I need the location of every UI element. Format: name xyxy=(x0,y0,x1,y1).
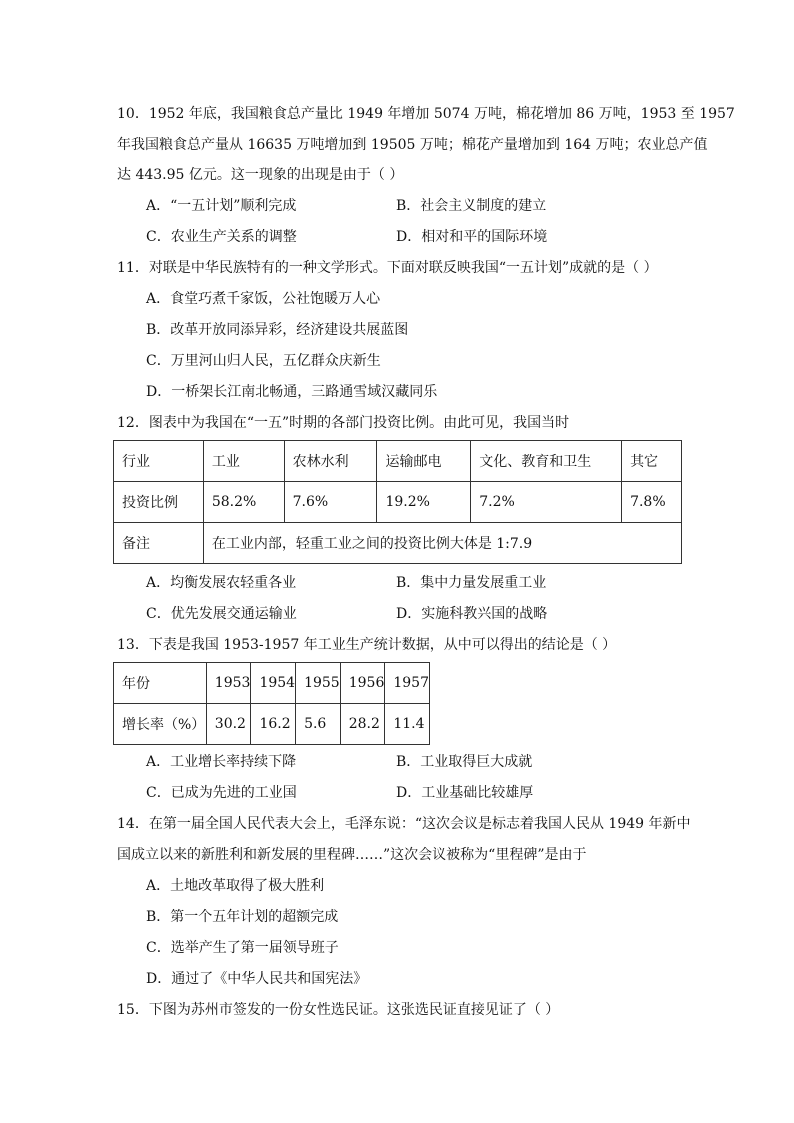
q14-option-a: A．土地改革取得了极大胜利 xyxy=(146,878,325,894)
investment-table-header-row xyxy=(114,441,682,482)
growth-rate-cell: 16.2 xyxy=(251,704,296,745)
growth-rate-cell: 28.2 xyxy=(340,704,385,745)
q11-option-c: C．万里河山归人民，五亿群众庆新生 xyxy=(146,353,381,369)
growth-year-cell: 1956 xyxy=(340,663,385,704)
q14-option-d: D．通过了《中华人民共和国宪法》 xyxy=(146,971,368,987)
q11-stem: 11．对联是中华民族特有的一种文学形式。下面对联反映我国“一五计划”成就的是（ ） xyxy=(117,260,658,276)
investment-header-cell: 其它 xyxy=(622,441,682,482)
q12-option-d: D．实施科教兴国的战略 xyxy=(396,606,548,622)
investment-ratio-cell: 58.2% xyxy=(203,482,284,523)
q12-option-a: A．均衡发展农轻重各业 xyxy=(146,575,297,591)
q13-option-d: D．工业基础比较雄厚 xyxy=(396,785,534,801)
q11-option-a: A．食堂巧煮千家饭，公社饱暖万人心 xyxy=(146,291,381,307)
q14-stem-line-1: 14．在第一届全国人民代表大会上，毛泽东说：“这次会议是标志着我国人民从 1949 年新中 xyxy=(117,816,691,832)
investment-ratio-cell: 投资比例 xyxy=(114,482,204,523)
investment-note-text: 在工业内部，轻重工业之间的投资比例大体是 1:7.9 xyxy=(203,523,681,564)
growth-rate-cell: 11.4 xyxy=(385,704,430,745)
investment-header-cell: 文化、教育和卫生 xyxy=(471,441,622,482)
q10-stem-line-3: 达 443.95 亿元。这一现象的出现是由于（ ） xyxy=(117,167,404,183)
investment-table-ratio-row xyxy=(114,482,682,523)
growth-year-cell: 1953 xyxy=(206,663,251,704)
investment-header-cell: 行业 xyxy=(114,441,204,482)
investment-table xyxy=(113,440,682,564)
q13-stem: 13．下表是我国 1953-1957 年工业生产统计数据，从中可以得出的结论是（ ） xyxy=(117,637,617,653)
q12-stem: 12．图表中为我国在“一五”时期的各部门投资比例。由此可见，我国当时 xyxy=(117,415,570,431)
q10-option-c: C．农业生产关系的调整 xyxy=(146,229,297,245)
q10-stem-line-2: 年我国粮食总产量从 16635 万吨增加到 19505 万吨；棉花产量增加到 164 万吨；农业总产值 xyxy=(117,137,708,153)
investment-table-note-row xyxy=(114,523,682,564)
growth-year-cell: 1954 xyxy=(251,663,296,704)
investment-ratio-cell: 7.2% xyxy=(471,482,622,523)
investment-ratio-cell: 7.6% xyxy=(284,482,377,523)
investment-header-cell: 农林水利 xyxy=(284,441,377,482)
q10-option-d: D．相对和平的国际环境 xyxy=(396,229,548,245)
growth-year-cell: 1955 xyxy=(296,663,341,704)
q13-option-c: C．已成为先进的工业国 xyxy=(146,785,297,801)
investment-note-label: 备注 xyxy=(114,523,204,564)
q10-option-b: B．社会主义制度的建立 xyxy=(396,198,547,214)
growth-table-rate-row xyxy=(114,704,430,745)
q13-option-a: A．工业增长率持续下降 xyxy=(146,754,297,770)
growth-rate-cell: 30.2 xyxy=(206,704,251,745)
growth-year-cell: 年份 xyxy=(114,663,207,704)
q11-option-b: B．改革开放同添异彩，经济建设共展蓝图 xyxy=(146,322,409,338)
growth-rate-cell: 5.6 xyxy=(296,704,341,745)
investment-ratio-cell: 19.2% xyxy=(377,482,471,523)
q14-option-b: B．第一个五年计划的超额完成 xyxy=(146,909,339,925)
q10-stem-line-1: 10．1952 年底，我国粮食总产量比 1949 年增加 5074 万吨，棉花增加 86 万吨，1953 至 1957 xyxy=(117,106,735,122)
investment-header-cell: 运输邮电 xyxy=(377,441,471,482)
q13-option-b: B．工业取得巨大成就 xyxy=(396,754,533,770)
investment-header-cell: 工业 xyxy=(203,441,284,482)
q14-option-c: C．选举产生了第一届领导班子 xyxy=(146,940,339,956)
q15-stem: 15．下图为苏州市签发的一份女性选民证。这张选民证直接见证了（ ） xyxy=(117,1002,560,1018)
q11-option-d: D．一桥架长江南北畅通，三路通雪域汉藏同乐 xyxy=(146,384,438,400)
growth-table-year-row xyxy=(114,663,430,704)
q12-option-c: C．优先发展交通运输业 xyxy=(146,606,297,622)
q12-option-b: B．集中力量发展重工业 xyxy=(396,575,547,591)
q14-stem-line-2: 国成立以来的新胜利和新发展的里程碑……”这次会议被称为“里程碑”是由于 xyxy=(117,847,587,863)
growth-rate-cell: 增长率（%） xyxy=(114,704,207,745)
q10-option-a: A．“一五计划”顺利完成 xyxy=(146,198,297,214)
growth-year-cell: 1957 xyxy=(385,663,430,704)
investment-ratio-cell: 7.8% xyxy=(622,482,682,523)
growth-table xyxy=(113,662,430,745)
